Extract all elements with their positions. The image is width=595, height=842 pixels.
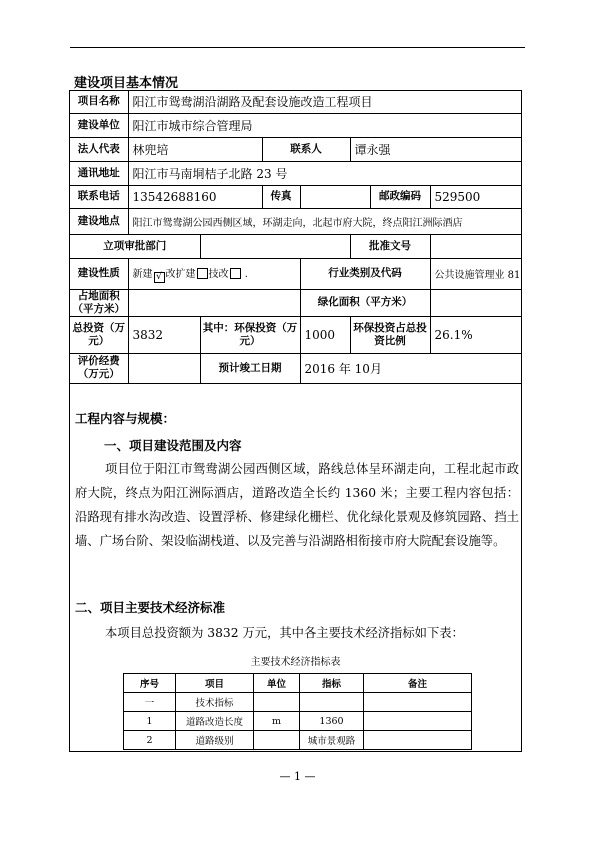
basic-info-table bbox=[70, 91, 521, 384]
check-mark-icon: √ bbox=[156, 271, 162, 282]
table-row bbox=[124, 712, 472, 731]
table-cell: 1 bbox=[124, 712, 176, 731]
table-cell: 1360 bbox=[300, 712, 364, 731]
location-label: 建设地点 bbox=[70, 208, 128, 234]
page-number: — 1 — bbox=[279, 770, 316, 783]
table-cell bbox=[254, 693, 300, 712]
table-cell: 一 bbox=[124, 693, 176, 712]
table-cell bbox=[364, 712, 472, 731]
env-invest-label: 其中：环保投资（万元） bbox=[200, 316, 300, 353]
table-cell: 道路级别 bbox=[176, 731, 254, 750]
nature-tail: . bbox=[244, 268, 248, 280]
postcode-label: 邮政编码 bbox=[370, 185, 430, 208]
nature-tech-text: 技改 bbox=[208, 268, 229, 280]
env-ratio-label: 环保投资占总投资比例 bbox=[350, 316, 430, 353]
table-cell bbox=[364, 731, 472, 750]
eval-fee-value bbox=[128, 353, 200, 383]
content-title: 工程内容与规模： bbox=[75, 411, 176, 426]
table-cell: m bbox=[254, 712, 300, 731]
table-cell: 道路改造长度 bbox=[176, 712, 254, 731]
invest-label: 总投资（万元） bbox=[70, 316, 128, 353]
finish-label: 预计竣工日期 bbox=[200, 353, 300, 383]
address-label: 通讯地址 bbox=[70, 161, 128, 185]
nature-new-text: 新建 bbox=[132, 268, 153, 280]
invest-value: 3832 bbox=[128, 316, 200, 353]
spec-table bbox=[123, 673, 472, 750]
document-heading: 建设项目基本情况 bbox=[74, 76, 179, 91]
eval-fee-label: 评价经费（万元） bbox=[70, 353, 128, 383]
table-cell bbox=[364, 693, 472, 712]
industry-value: 公共设施管理业 81 bbox=[430, 258, 521, 289]
approval-no-value bbox=[430, 234, 521, 258]
location-value: 阳江市鸳鸯湖公园西侧区域，环湖走向，北起市府大院，终点阳江洲际酒店 bbox=[128, 208, 521, 234]
table-cell: 技术指标 bbox=[176, 693, 254, 712]
header-rule bbox=[70, 47, 525, 48]
table-cell bbox=[300, 693, 364, 712]
spec-header-cell: 项目 bbox=[176, 674, 254, 693]
green-label: 绿化面积（平方米） bbox=[300, 289, 430, 316]
unit-value: 阳江市城市综合管理局 bbox=[128, 113, 521, 137]
legal-rep-label: 法人代表 bbox=[70, 137, 128, 161]
section1-title: 一、项目建设范围及内容 bbox=[104, 438, 242, 453]
unit-label: 建设单位 bbox=[70, 113, 128, 137]
section1-text: 项目位于阳江市鸳鸯湖公园西侧区域，路线总体呈环湖走向，工程北起市政府大院，终点为阳江洲际酒店，道路改造全长约 1360 米；主要工程内容包括：沿路现有排水沟改造、设置浮桥、修建绿化栅栏、优化绿化景观及修筑园路、挡土墙、广场台阶、架设临湖栈道、以及完善与沿湖路相衔接市府大院配套设施等。 bbox=[75, 462, 519, 548]
fax-value bbox=[300, 185, 370, 208]
table-row bbox=[124, 731, 472, 750]
legal-rep-value: 林兜培 bbox=[128, 137, 262, 161]
project-name-label: 项目名称 bbox=[70, 91, 128, 113]
fax-label: 传真 bbox=[262, 185, 300, 208]
address-value: 阳江市马南垌桔子北路 23 号 bbox=[128, 161, 521, 185]
checkbox-expand bbox=[197, 268, 208, 279]
table-cell: 2 bbox=[124, 731, 176, 750]
project-name-value: 阳江市鸳鸯湖沿湖路及配套设施改造工程项目 bbox=[128, 91, 521, 113]
green-value bbox=[430, 289, 521, 316]
area-value bbox=[128, 289, 300, 316]
approval-dept-value bbox=[200, 234, 350, 258]
spec-header-row bbox=[124, 674, 472, 693]
postcode-value: 529500 bbox=[430, 185, 521, 208]
approval-no-label: 批准文号 bbox=[350, 234, 430, 258]
phone-value: 13542688160 bbox=[128, 185, 262, 208]
checkbox-new bbox=[154, 272, 165, 283]
spec-header-cell: 单位 bbox=[254, 674, 300, 693]
section2-text: 本项目总投资额为 3832 万元，其中各主要技术经济指标如下表： bbox=[105, 626, 464, 640]
area-label: 占地面积（平方米） bbox=[70, 289, 128, 316]
contact-value: 谭永强 bbox=[350, 137, 521, 161]
env-invest-value: 1000 bbox=[300, 316, 350, 353]
spec-header-cell: 序号 bbox=[124, 674, 176, 693]
table-row bbox=[124, 693, 472, 712]
nature-label: 建设性质 bbox=[70, 258, 128, 289]
spec-table-caption: 主要技术经济指标表 bbox=[250, 657, 341, 668]
spec-header-cell: 备注 bbox=[364, 674, 472, 693]
env-ratio-value: 26.1% bbox=[430, 316, 521, 353]
industry-label: 行业类别及代码 bbox=[300, 258, 430, 289]
checkbox-tech bbox=[230, 268, 241, 279]
table-cell bbox=[254, 731, 300, 750]
phone-label: 联系电话 bbox=[70, 185, 128, 208]
approval-dept-label: 立项审批部门 bbox=[70, 234, 200, 258]
section2-title: 二、项目主要技术经济标准 bbox=[75, 600, 226, 615]
nature-value bbox=[128, 258, 300, 289]
finish-value: 2016 年 10月 bbox=[300, 353, 521, 383]
spec-header-cell: 指标 bbox=[300, 674, 364, 693]
contact-label: 联系人 bbox=[262, 137, 350, 161]
nature-expand-text: 改扩建 bbox=[165, 268, 196, 280]
table-cell: 城市景观路 bbox=[300, 731, 364, 750]
info-form bbox=[69, 90, 522, 752]
